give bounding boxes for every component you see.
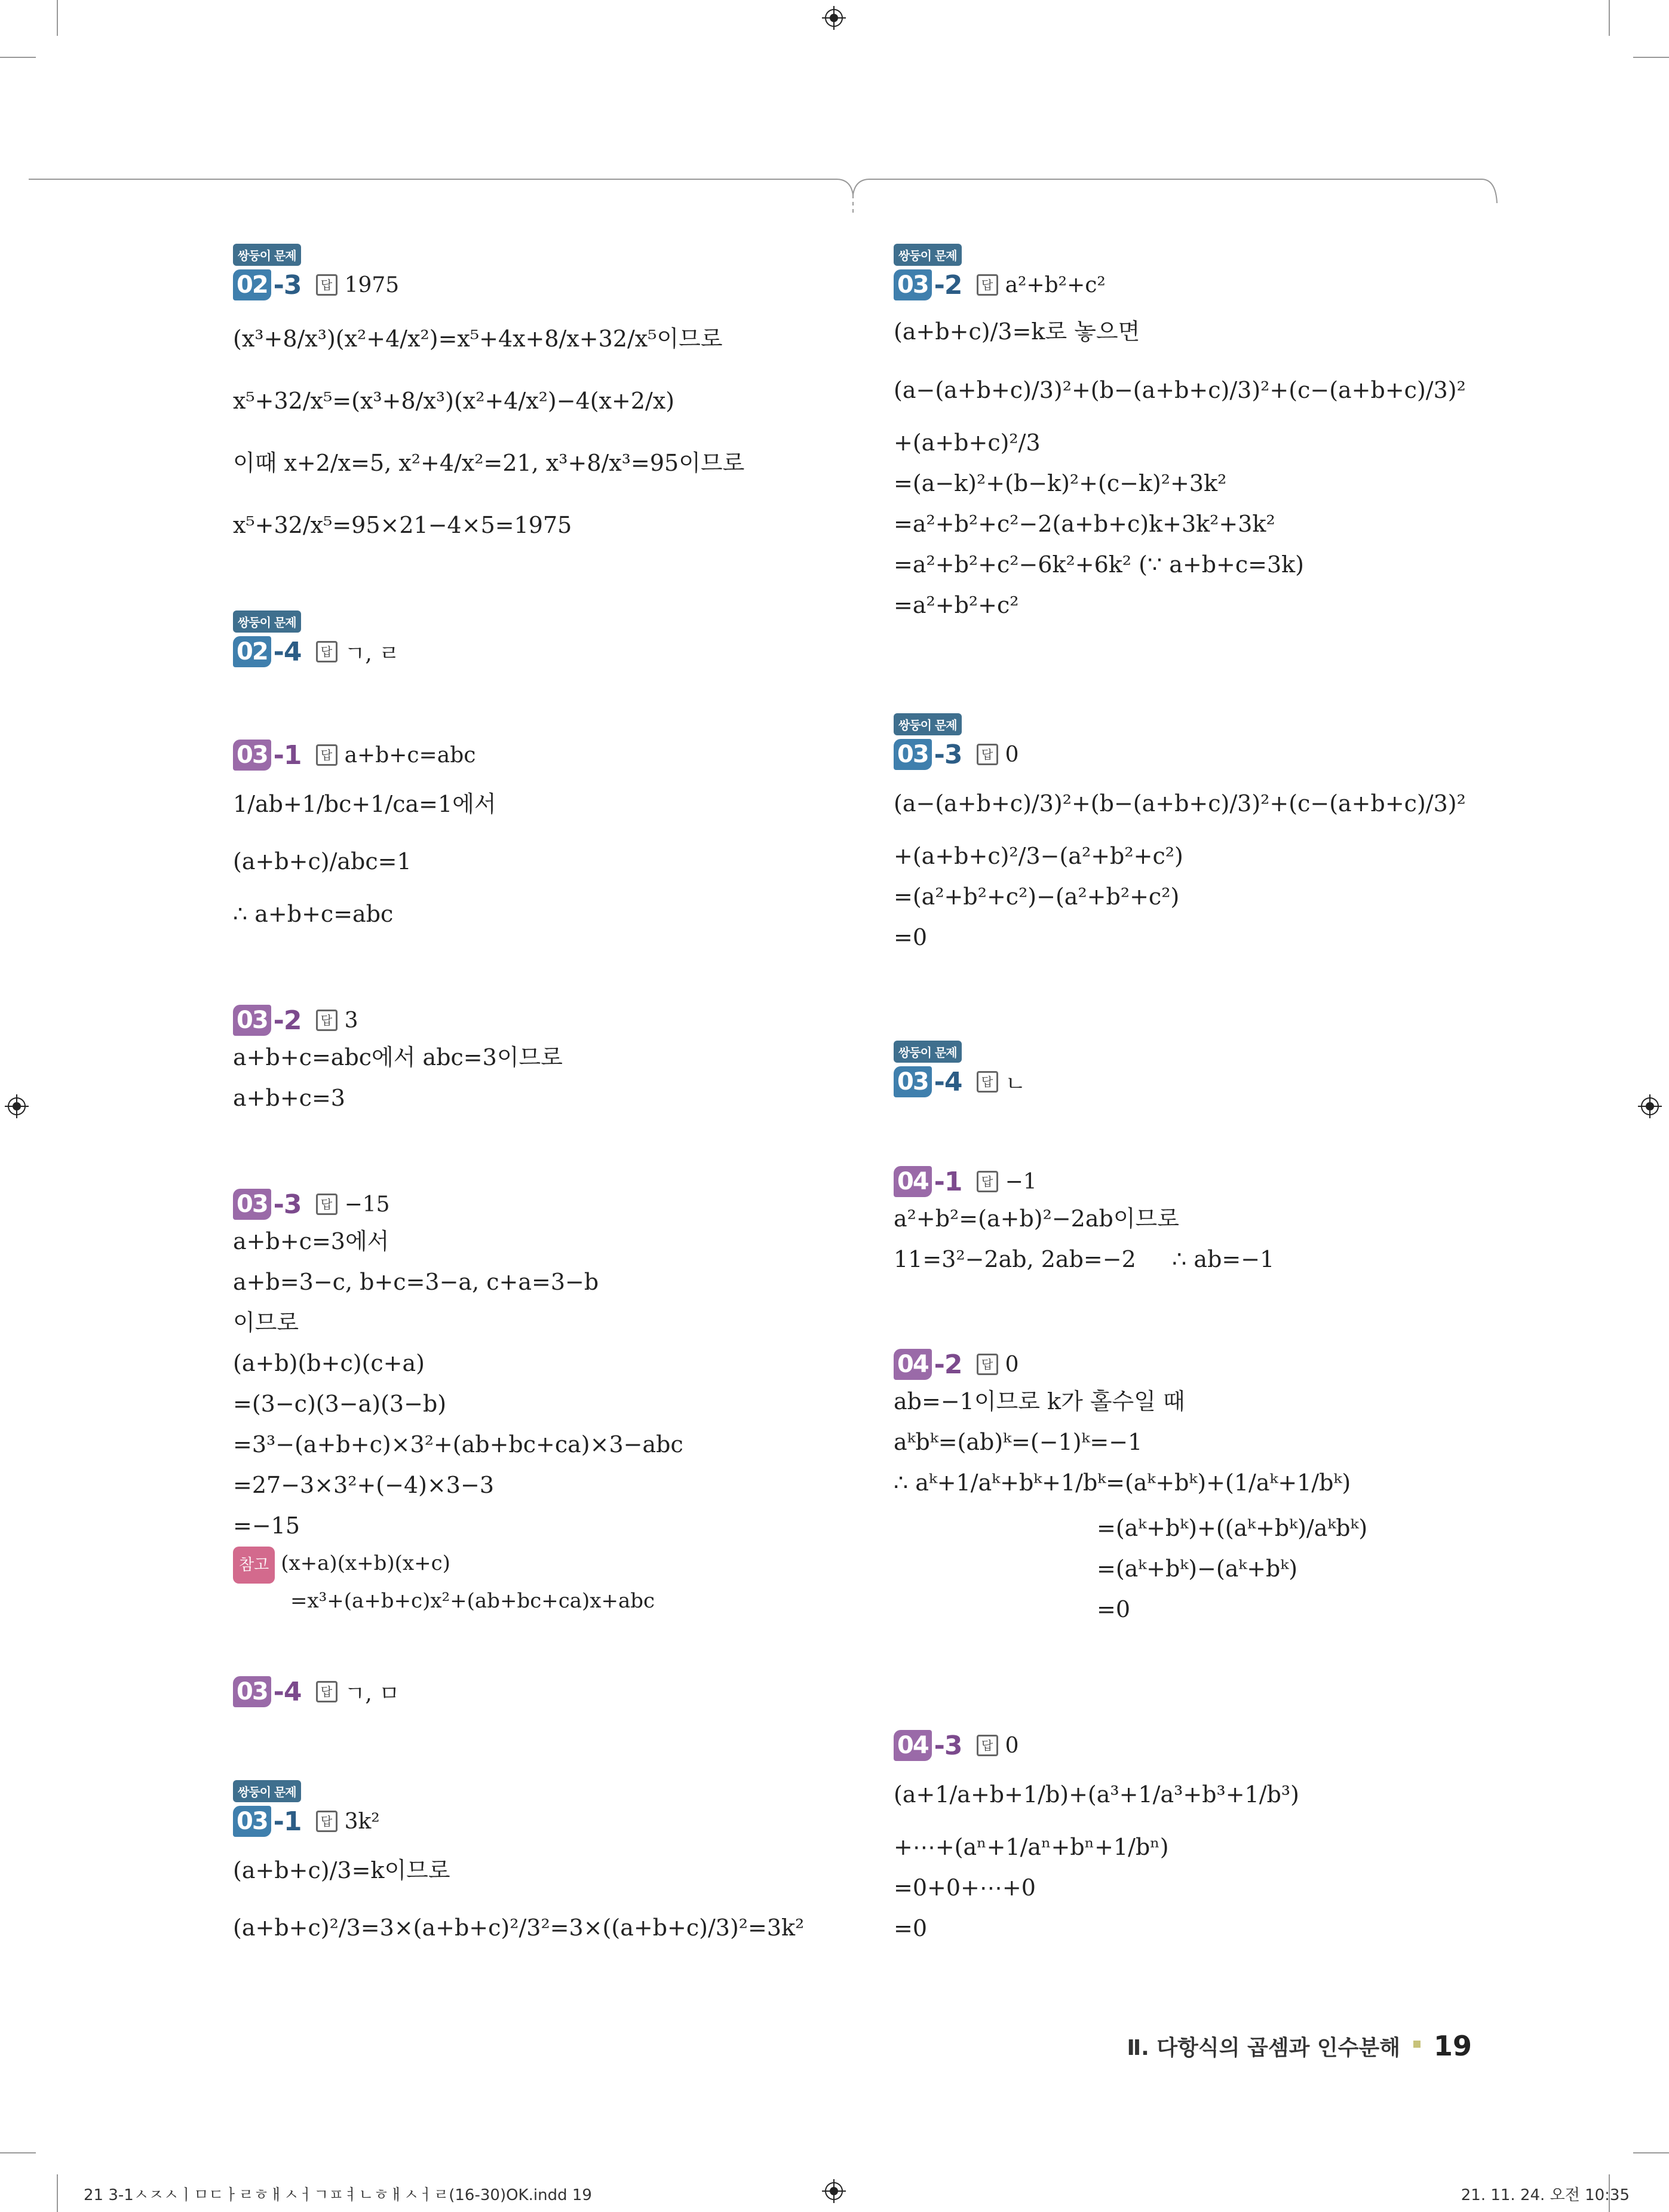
solution-line: 11=3²−2ab, 2ab=−2 ∴ ab=−1 bbox=[894, 1246, 1275, 1272]
page-footer bbox=[1127, 2030, 1472, 2062]
answer: −1 bbox=[1005, 1169, 1037, 1194]
answer-box-icon: 답 bbox=[977, 1735, 998, 1756]
solution-line: (a−(a+b+c)/3)²+(b−(a+b+c)/3)²+(c−(a+b+c)/3)² bbox=[894, 790, 1466, 817]
twin-problem-label: 쌍둥이 문제 bbox=[233, 244, 301, 266]
solution-line: (a−(a+b+c)/3)²+(b−(a+b+c)/3)²+(c−(a+b+c)/3)² bbox=[894, 377, 1466, 403]
solution-line: (x³+8/x³)(x²+4/x²)=x⁵+4x+8/x+32/x⁵이므로 bbox=[233, 326, 723, 352]
solution-line: =27−3×3²+(−4)×3−3 bbox=[233, 1472, 494, 1498]
note-line: =x³+(a+b+c)x²+(ab+bc+ca)x+abc bbox=[290, 1589, 655, 1613]
answer-box-icon: 답 bbox=[316, 274, 338, 296]
solution-line: (a+b)(b+c)(c+a) bbox=[233, 1350, 425, 1376]
solution-line: +⋯+(aⁿ+1/aⁿ+bⁿ+1/bⁿ) bbox=[894, 1834, 1169, 1860]
problem-number: 04 bbox=[894, 1730, 932, 1761]
solution-line: x⁵+32/x⁵=(x³+8/x³)(x²+4/x²)−4(x+2/x) bbox=[233, 388, 675, 414]
problem-03-3 bbox=[233, 1185, 683, 1618]
problem-03-1-twin bbox=[233, 1780, 804, 1948]
problem-number: 04 bbox=[894, 1349, 932, 1380]
answer-box-icon: 답 bbox=[316, 1010, 338, 1031]
problem-number: 02 bbox=[233, 636, 271, 667]
solution-line: =3³−(a+b+c)×3²+(ab+bc+ca)×3−abc bbox=[233, 1431, 683, 1458]
problem-number: 03 bbox=[894, 739, 932, 770]
solution-line: 1/ab+1/bc+1/ca=1에서 bbox=[233, 791, 496, 817]
solution-line: =0+0+⋯+0 bbox=[894, 1874, 1036, 1901]
problem-sub: -4 bbox=[934, 1066, 962, 1097]
answer-box-icon: 답 bbox=[977, 1071, 998, 1093]
solution-line: =a²+b²+c²−6k²+6k² (∵ a+b+c=3k) bbox=[894, 551, 1305, 578]
twin-problem-label: 쌍둥이 문제 bbox=[894, 1041, 962, 1063]
solution-line: (a+b+c)/abc=1 bbox=[233, 848, 412, 875]
answer: a²+b²+c² bbox=[1005, 272, 1106, 297]
problem-03-3-twin bbox=[894, 713, 1466, 958]
problem-03-1 bbox=[233, 736, 496, 934]
registration-mark-left bbox=[5, 1094, 29, 1118]
answer: 1975 bbox=[344, 272, 400, 297]
slug-filename: 21 3-1ㅅㅈㅅㅣㅁㄷㅏㄹㅎㅐㅅㅓㄱㅍㅕㄴㅎㅐㅅㅓㄹ(16-30)OK.indd 19 bbox=[84, 2186, 592, 2204]
problem-number: 03 bbox=[233, 1189, 271, 1220]
solution-line: +(a+b+c)²/3−(a²+b²+c²) bbox=[894, 843, 1183, 869]
solution-line: =(a²+b²+c²)−(a²+b²+c²) bbox=[894, 883, 1180, 910]
answer-box-icon: 답 bbox=[316, 1681, 338, 1702]
answer: 0 bbox=[1005, 742, 1019, 767]
answer: 3k² bbox=[344, 1809, 380, 1834]
answer-box-icon: 답 bbox=[316, 744, 338, 766]
answer: a+b+c=abc bbox=[344, 743, 476, 768]
solution-line: ∴ a+b+c=abc bbox=[233, 901, 394, 927]
twin-problem-label: 쌍둥이 문제 bbox=[894, 244, 962, 266]
solution-line: (a+b+c)/3=k이므로 bbox=[233, 1857, 450, 1883]
solution-line: ∴ aᵏ+1/aᵏ+bᵏ+1/bᵏ=(aᵏ+bᵏ)+(1/aᵏ+1/bᵏ) bbox=[894, 1469, 1351, 1496]
slug-date: 21. 11. 24. 오전 10:35 bbox=[1461, 2186, 1630, 2204]
problem-sub: -4 bbox=[273, 636, 302, 667]
problem-03-4-twin bbox=[894, 1041, 1026, 1099]
answer: 0 bbox=[1005, 1352, 1019, 1377]
solution-line: =0 bbox=[1097, 1596, 1131, 1622]
reference-note bbox=[233, 1546, 683, 1584]
problem-sub: -3 bbox=[273, 1189, 302, 1220]
problem-02-3-twin bbox=[233, 244, 744, 545]
note-line: (x+a)(x+b)(x+c) bbox=[281, 1551, 450, 1575]
problem-sub: -1 bbox=[273, 740, 302, 771]
answer: ㄱ, ㄹ bbox=[344, 641, 400, 666]
solution-line: =(a−k)²+(b−k)²+(c−k)²+3k² bbox=[894, 470, 1227, 496]
footer-square-icon bbox=[1413, 2041, 1421, 2048]
solution-line: a+b+c=3에서 bbox=[233, 1228, 389, 1254]
problem-number: 03 bbox=[233, 1676, 271, 1707]
answer: −15 bbox=[344, 1192, 390, 1217]
solution-line: =0 bbox=[894, 924, 928, 950]
solution-line: a+b+c=3 bbox=[233, 1085, 345, 1111]
problem-sub: -1 bbox=[273, 1806, 302, 1837]
registration-mark-right bbox=[1638, 1094, 1662, 1118]
answer: 3 bbox=[344, 1008, 358, 1033]
answer-box-icon: 답 bbox=[316, 1194, 338, 1215]
solution-line: =a²+b²+c² bbox=[894, 592, 1019, 618]
solution-line: =−15 bbox=[233, 1512, 300, 1539]
reference-tag: 참고 bbox=[233, 1547, 275, 1584]
answer: 0 bbox=[1005, 1733, 1019, 1758]
problem-sub: -2 bbox=[934, 269, 962, 300]
twin-problem-label: 쌍둥이 문제 bbox=[894, 713, 962, 735]
answer-box-icon: 답 bbox=[977, 1171, 998, 1192]
solution-line: 이때 x+2/x=5, x²+4/x²=21, x³+8/x³=95이므로 bbox=[233, 450, 745, 476]
answer-box-icon: 답 bbox=[977, 1354, 998, 1375]
problem-sub: -2 bbox=[934, 1349, 962, 1380]
solution-line: aᵏbᵏ=(ab)ᵏ=(−1)ᵏ=−1 bbox=[894, 1429, 1143, 1455]
problem-number: 03 bbox=[233, 740, 271, 771]
solution-line: +(a+b+c)²/3 bbox=[894, 429, 1041, 456]
solution-line: a+b+c=abc에서 abc=3이므로 bbox=[233, 1044, 563, 1070]
solution-line: =(aᵏ+bᵏ)−(aᵏ+bᵏ) bbox=[1097, 1556, 1298, 1582]
solution-line: 이므로 bbox=[233, 1309, 299, 1336]
problem-03-4 bbox=[233, 1673, 400, 1708]
solution-line: (a+b+c)/3=k로 놓으면 bbox=[894, 318, 1140, 345]
chapter-title: Ⅱ. 다항식의 곱셈과 인수분해 bbox=[1127, 2035, 1400, 2060]
page-number: 19 bbox=[1433, 2030, 1472, 2062]
answer: ㄱ, ㅁ bbox=[344, 1681, 400, 1706]
problem-number: 03 bbox=[233, 1005, 271, 1036]
answer-box-icon: 답 bbox=[977, 744, 998, 765]
problem-02-4-twin bbox=[233, 610, 400, 668]
registration-mark-top bbox=[822, 6, 846, 30]
solution-line: =a²+b²+c²−2(a+b+c)k+3k²+3k² bbox=[894, 511, 1275, 537]
problem-number: 03 bbox=[894, 1066, 932, 1097]
problem-sub: -3 bbox=[934, 739, 962, 770]
problem-number: 03 bbox=[233, 1806, 271, 1837]
twin-problem-label: 쌍둥이 문제 bbox=[233, 610, 301, 633]
problem-number: 03 bbox=[894, 269, 932, 300]
problem-04-2 bbox=[894, 1345, 1367, 1630]
problem-sub: -3 bbox=[934, 1730, 962, 1761]
problem-04-3 bbox=[894, 1726, 1299, 1949]
problem-03-2 bbox=[233, 1001, 563, 1118]
answer-box-icon: 답 bbox=[316, 1811, 338, 1832]
problem-04-1 bbox=[894, 1162, 1274, 1280]
problem-sub: -3 bbox=[273, 269, 302, 300]
solution-line: a²+b²=(a+b)²−2ab이므로 bbox=[894, 1205, 1179, 1232]
problem-sub: -1 bbox=[934, 1166, 962, 1197]
solution-line: ab=−1이므로 k가 홀수일 때 bbox=[894, 1388, 1185, 1415]
solution-line: x⁵+32/x⁵=95×21−4×5=1975 bbox=[233, 512, 572, 538]
solution-line: (a+b+c)²/3=3×(a+b+c)²/3²=3×((a+b+c)/3)²=3k² bbox=[233, 1915, 805, 1941]
answer: ㄴ bbox=[1005, 1071, 1026, 1096]
top-frame bbox=[0, 0, 1669, 215]
solution-line: (a+1/a+b+1/b)+(a³+1/a³+b³+1/b³) bbox=[894, 1781, 1299, 1808]
problem-number: 02 bbox=[233, 269, 271, 300]
answer-box-icon: 답 bbox=[316, 641, 338, 662]
problem-sub: -2 bbox=[273, 1005, 302, 1036]
solution-line: =0 bbox=[894, 1915, 928, 1941]
solution-line: =(3−c)(3−a)(3−b) bbox=[233, 1391, 447, 1417]
problem-03-2-twin bbox=[894, 244, 1466, 625]
problem-number: 04 bbox=[894, 1166, 932, 1197]
solution-line: =(aᵏ+bᵏ)+((aᵏ+bᵏ)/aᵏbᵏ) bbox=[1097, 1515, 1368, 1541]
answer-box-icon: 답 bbox=[977, 274, 998, 296]
problem-sub: -4 bbox=[273, 1676, 302, 1707]
solution-line: a+b=3−c, b+c=3−a, c+a=3−b bbox=[233, 1269, 599, 1295]
twin-problem-label: 쌍둥이 문제 bbox=[233, 1780, 301, 1802]
